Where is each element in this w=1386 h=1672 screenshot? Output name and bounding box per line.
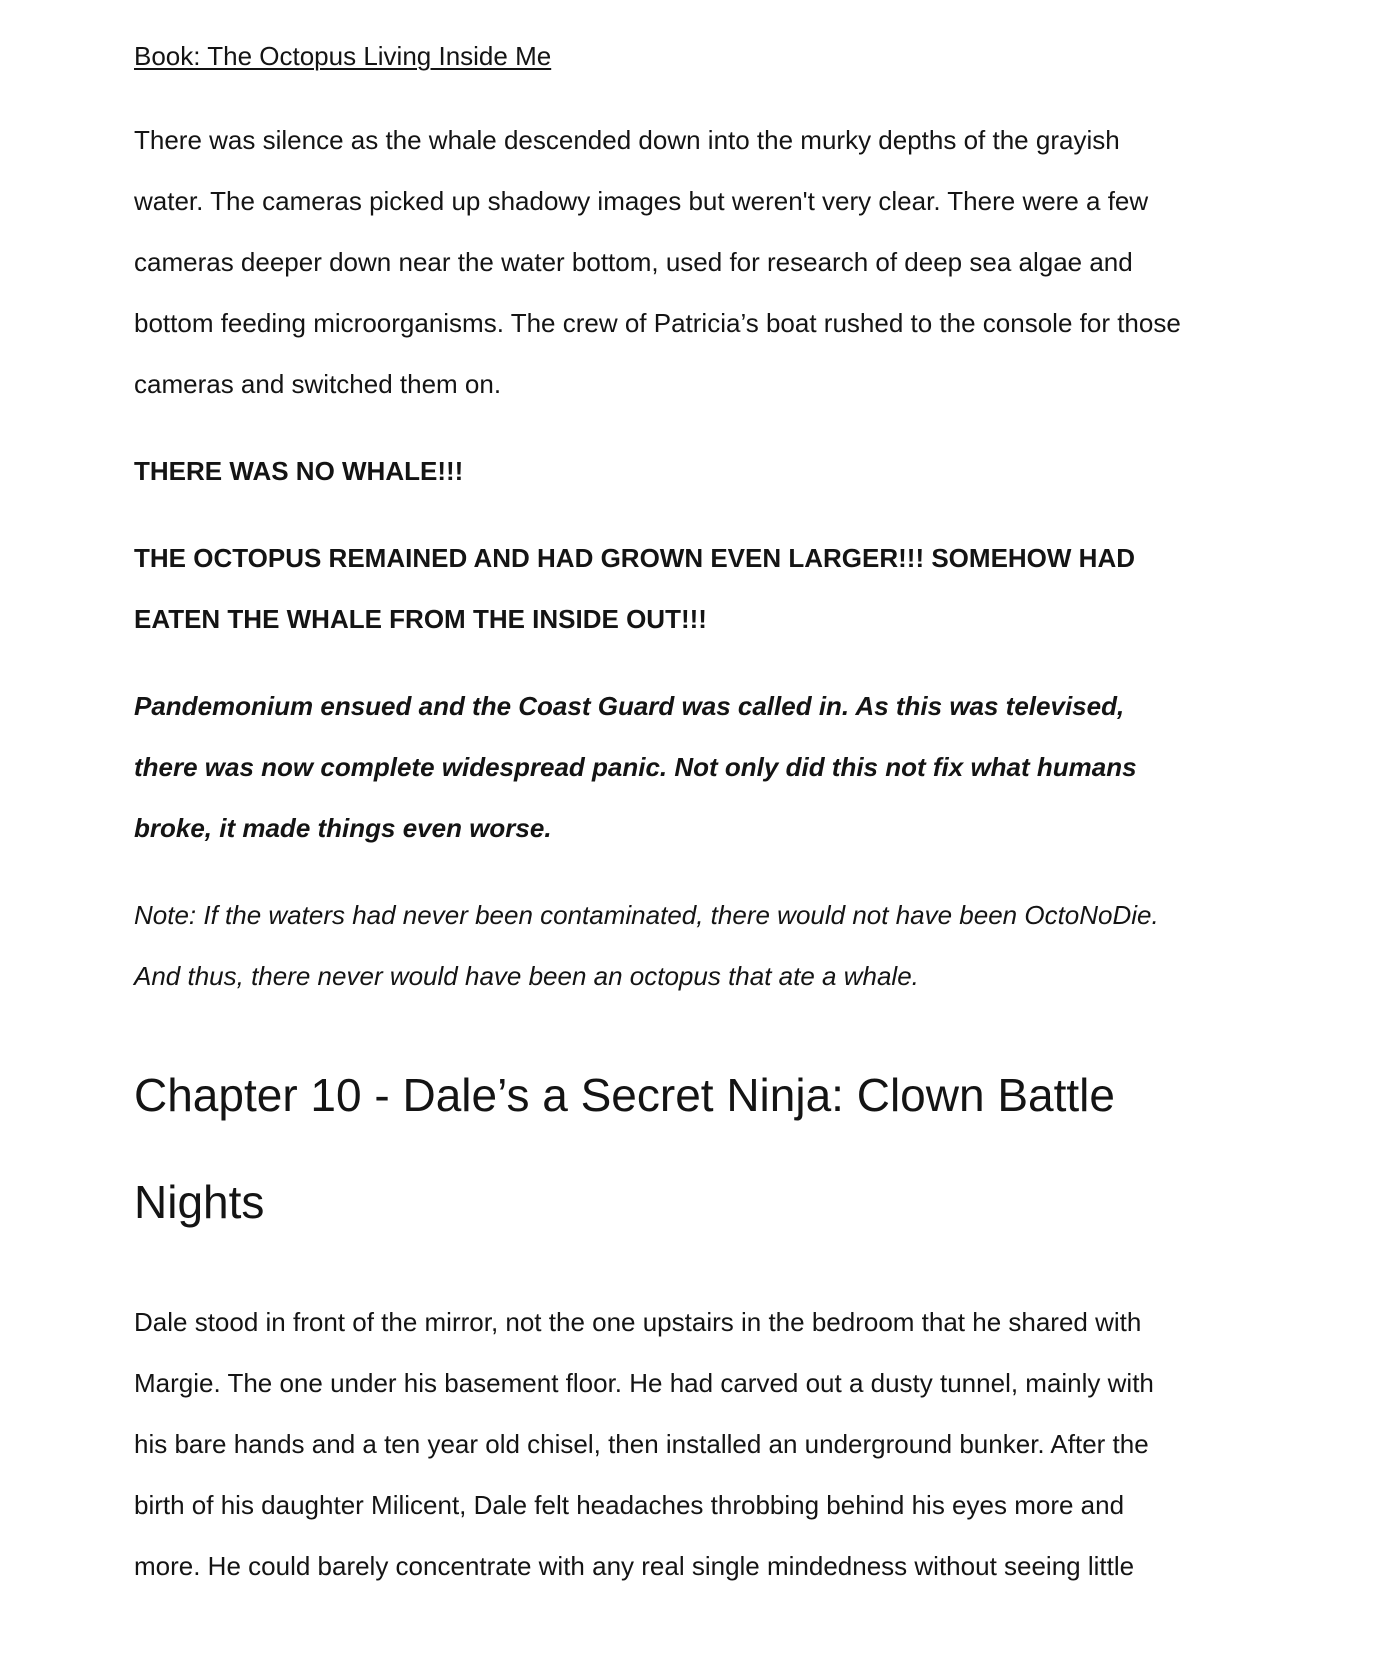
- bold-paragraph-line: THE OCTOPUS REMAINED AND HAD GROWN EVEN LARGER!!! SOMEHOW HAD: [134, 543, 1135, 573]
- chapter-body-line: his bare hands and a ten year old chisel, then installed an underground bunker. After the: [134, 1429, 1149, 1459]
- paragraph-line: cameras and switched them on.: [134, 369, 502, 399]
- paragraph-line: cameras deeper down near the water bottom, used for research of deep sea algae and: [134, 247, 1133, 277]
- paragraph-line: water. The cameras picked up shadowy images but weren't very clear. There were a few: [134, 186, 1149, 216]
- book-title-header: Book: The Octopus Living Inside Me: [134, 41, 552, 71]
- bold-paragraph-line: EATEN THE WHALE FROM THE INSIDE OUT!!!: [134, 604, 707, 634]
- note-paragraph-line: Note: If the waters had never been contaminated, there would not have been OctoNoDie.: [134, 900, 1159, 930]
- note-paragraph-line: And thus, there never would have been an octopus that ate a whale.: [134, 961, 919, 991]
- bold-italic-paragraph-line: broke, it made things even worse.: [134, 813, 552, 843]
- paragraph-line: There was silence as the whale descended down into the murky depths of the grayish: [134, 125, 1120, 155]
- chapter-heading: Chapter 10 - Dale’s a Secret Ninja: Clown Battle: [134, 1069, 1115, 1121]
- paragraph-line: bottom feeding microorganisms. The crew of Patricia’s boat rushed to the console for those: [134, 308, 1181, 338]
- chapter-body-line: birth of his daughter Milicent, Dale felt headaches throbbing behind his eyes more and: [134, 1490, 1125, 1520]
- chapter-body-line: Margie. The one under his basement floor. He had carved out a dusty tunnel, mainly with: [134, 1368, 1154, 1398]
- bold-italic-paragraph-line: Pandemonium ensued and the Coast Guard was called in. As this was televised,: [134, 691, 1125, 721]
- bold-italic-paragraph-line: there was now complete widespread panic. Not only did this not fix what humans: [134, 752, 1137, 782]
- chapter-body-line: Dale stood in front of the mirror, not the one upstairs in the bedroom that he shared with: [134, 1307, 1142, 1337]
- bold-exclamation-line: THERE WAS NO WHALE!!!: [134, 456, 464, 486]
- chapter-heading-continued: Nights: [134, 1176, 265, 1228]
- chapter-body-line: more. He could barely concentrate with any real single mindedness without seeing little: [134, 1551, 1135, 1581]
